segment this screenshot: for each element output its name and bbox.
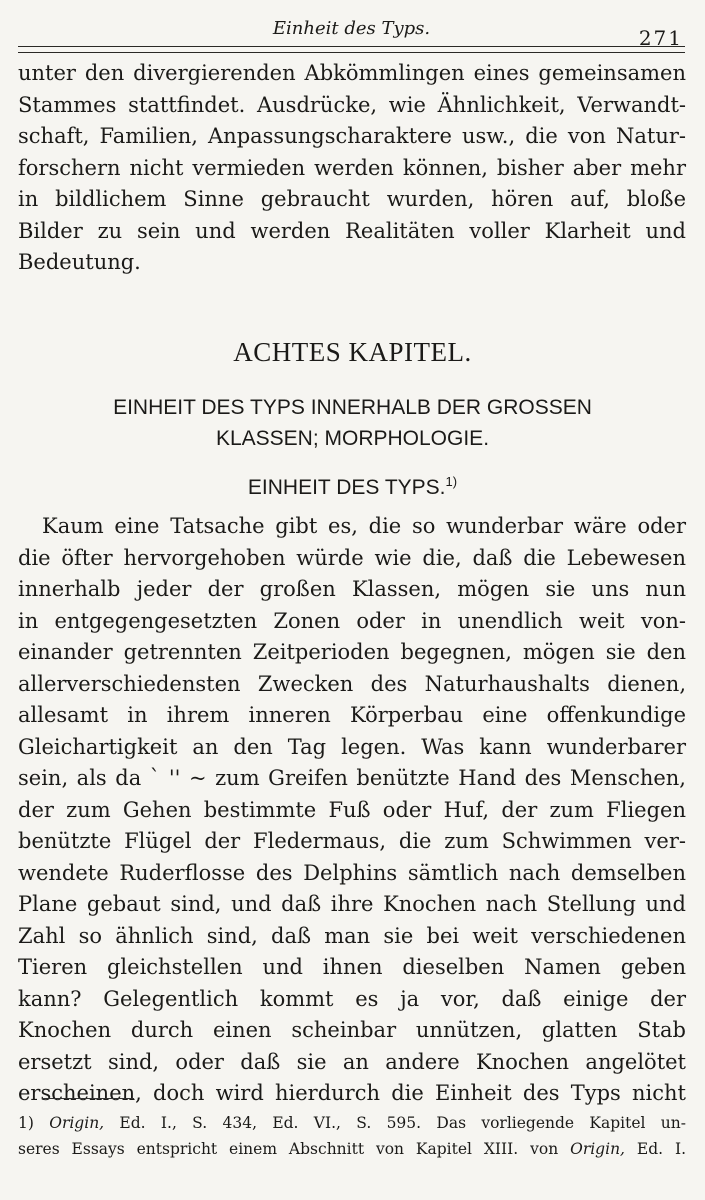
text-line: allesamt in ihrem inneren Körperbau eine offenkundige [18, 703, 686, 727]
paragraph-main [18, 511, 686, 1110]
running-head [18, 8, 685, 48]
text-line: ersetzt sind, oder daß sie an andere Knochen angelötet [18, 1049, 686, 1074]
text-line: Plane gebaut sind, und daß ihre Knochen nach Stellung und [18, 892, 686, 916]
text-line: der zum Gehen bestimmte Fuß oder Huf, der zum Fliegen [18, 797, 686, 822]
header-rule-bottom [18, 52, 685, 53]
footnote-origin-title: Origin, [570, 1140, 625, 1158]
text-line: Gleichartigkeit an den Tag legen. Was kann wunderbarer [18, 734, 686, 759]
paragraph-continuation [18, 58, 686, 279]
text-line: forschern nicht vermieden werden können, bisher aber mehr [18, 155, 686, 180]
footnote-text: seres Essays entspricht einem Abschnitt von Kapitel XIII. von [18, 1140, 559, 1158]
text-line: Stammes stattfindet. Ausdrücke, wie Ähnlichkeit, Verwandt- [18, 92, 686, 117]
text-line: Zahl so ähnlich sind, daß man sie bei weit verschiedenen [18, 923, 686, 948]
footnote [18, 1110, 686, 1162]
chapter-title: ACHTES KAPITEL. [233, 337, 472, 367]
footnote-reference: 1) [445, 474, 458, 489]
text-line: benützte Flügel der Fledermaus, die zum Schwimmen ver- [18, 829, 686, 853]
footnote-text: Ed. I. [636, 1140, 687, 1158]
footnote-text: Ed. I., S. 434, Ed. VI., S. 595. Das vorliegende Kapitel un- [119, 1114, 686, 1132]
page-number: 271 [638, 26, 683, 50]
footnote-line [18, 1136, 686, 1162]
text-line: einander getrennten Zeitperioden begegnen, mögen sie den [18, 640, 686, 664]
text-line: in entgegengesetzten Zonen oder in unendlich weit von- [18, 608, 686, 633]
chapter-subtitle-line: KLASSEN; MORPHOLOGIE. [215, 427, 490, 450]
text-line: kann? Gelegentlich kommt es ja vor, daß einige der [18, 986, 686, 1011]
chapter-subtitle-line: EINHEIT DES TYPS INNERHALB DER GROSSEN [113, 396, 592, 419]
footnote-line [18, 1110, 686, 1136]
text-line: sein, als da ` '' ~ zum Greifen benützte Hand des Menschen, [18, 766, 686, 790]
text-line: Kaum eine Tatsache gibt es, die so wunderbar wäre oder [42, 514, 686, 538]
section-title-text: EINHEIT DES TYPS. [247, 476, 446, 499]
text-line: die öfter hervorgehoben würde wie die, daß die Lebewesen [18, 545, 686, 570]
text-line: in bildlichem Sinne gebraucht wurden, hören auf, bloße [18, 187, 686, 211]
text-line: Bilder zu sein und werden Realitäten voller Klarheit und [18, 218, 686, 243]
chapter-subtitle [0, 392, 705, 454]
header-rule-top [18, 46, 685, 47]
footnote-divider [42, 1098, 134, 1099]
text-line: erscheinen, doch wird hierdurch die Einheit des Typs nicht [18, 1081, 686, 1105]
running-title: Einheit des Typs. [272, 18, 431, 39]
text-line: unter den divergierenden Abkömmlingen eines gemeinsamen [18, 61, 686, 85]
text-line: Tieren gleichstellen und ihnen dieselben Namen geben [18, 955, 686, 979]
text-line: allerverschiedensten Zwecken des Naturhaushalts dienen, [18, 671, 686, 696]
footnote-marker: 1) [18, 1114, 34, 1132]
text-line: wendete Ruderflosse des Delphins sämtlich nach demselben [18, 860, 686, 885]
text-line: Bedeutung. [18, 250, 141, 274]
text-line: schaft, Familien, Anpassungscharaktere usw., die von Natur- [18, 124, 686, 148]
footnote-origin-title: Origin, [49, 1114, 105, 1132]
section-title [0, 474, 705, 500]
text-line: innerhalb jeder der großen Klassen, mögen sie uns nun [18, 577, 686, 601]
text-line: Knochen durch einen scheinbar unnützen, glatten Stab [18, 1018, 686, 1042]
